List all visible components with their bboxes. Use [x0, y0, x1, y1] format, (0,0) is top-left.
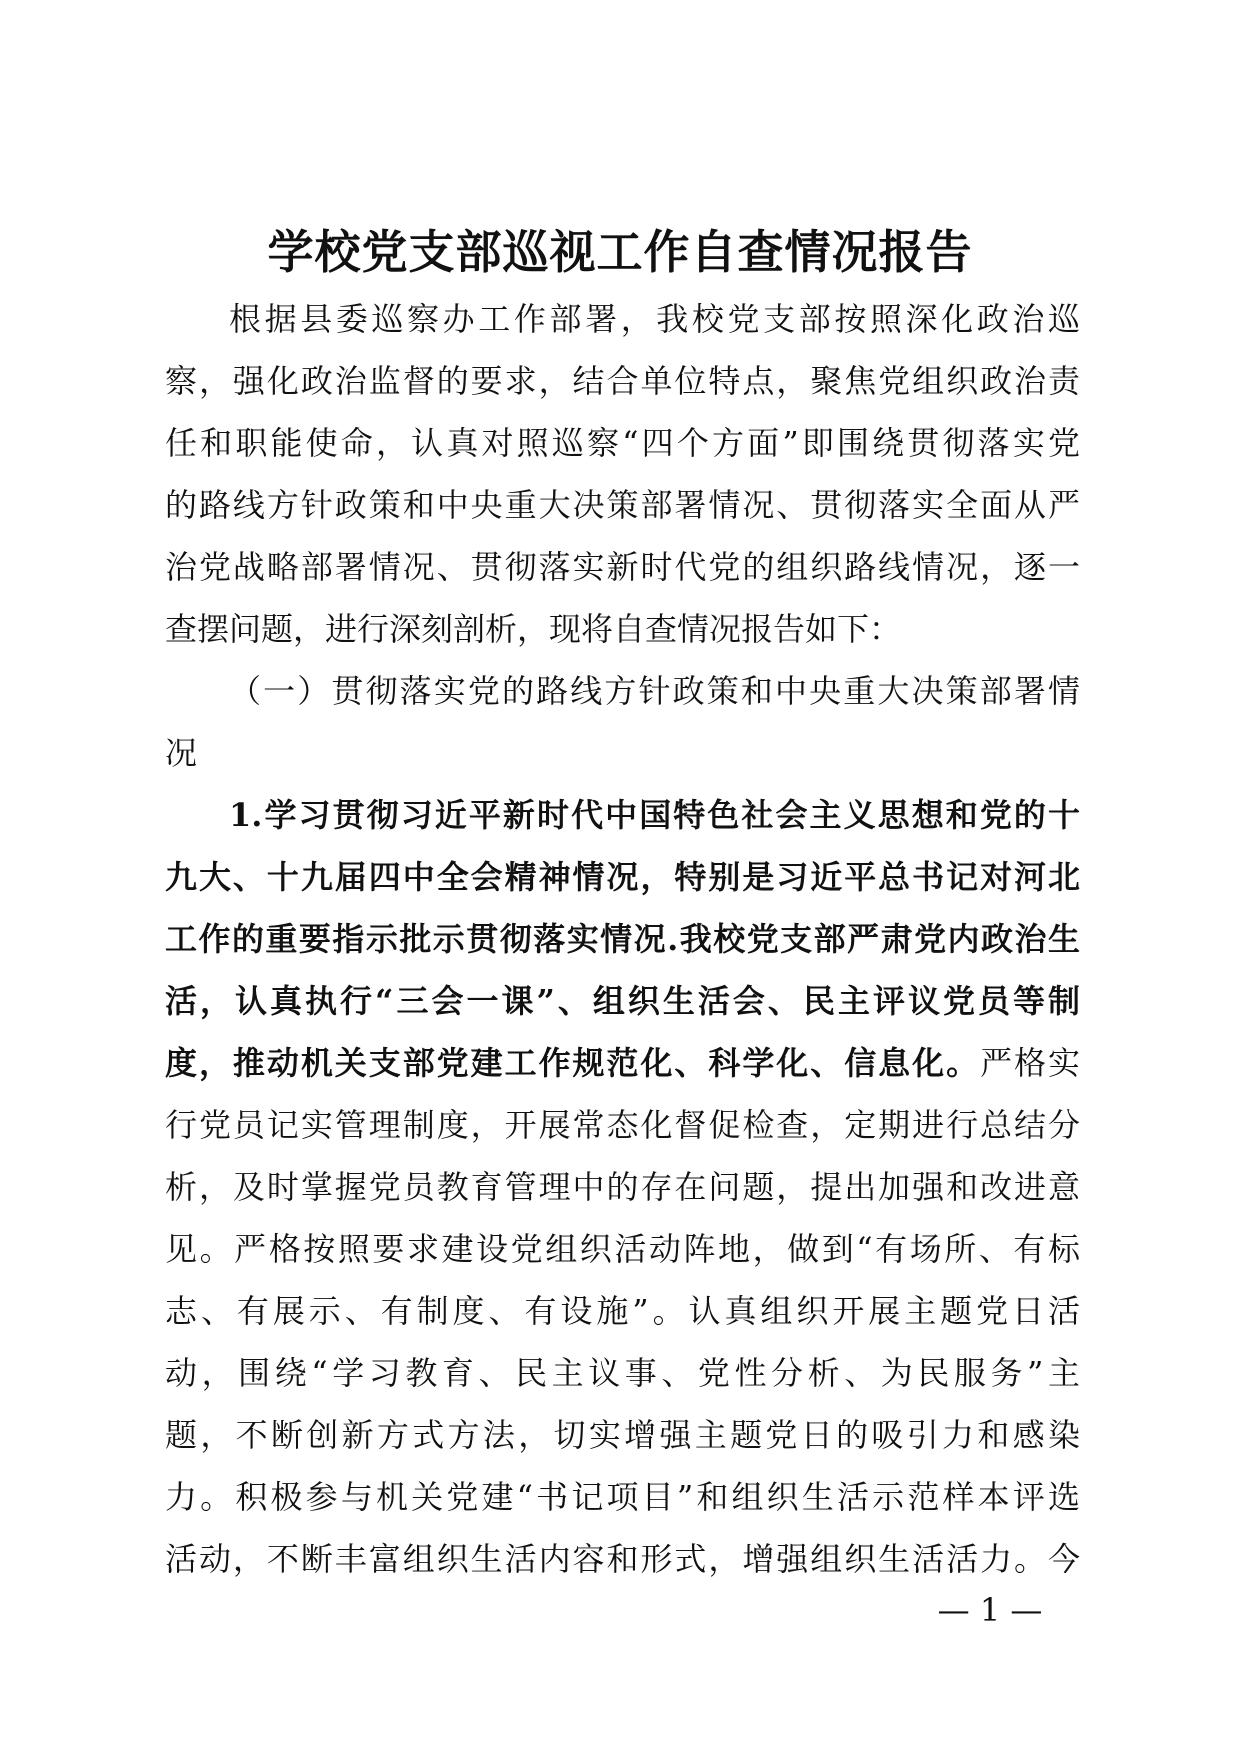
paragraph-line: 动，围绕“学习教育、民主议事、党性分析、为民服务”主	[165, 1354, 1080, 1392]
document-title: 学校党支部巡视工作自查情况报告	[267, 225, 973, 279]
paragraph-line: 察，强化政治监督的要求，结合单位特点，聚焦党组织政治责	[165, 362, 1080, 400]
bold-paragraph-line: 工作的重要指示批示贯彻落实情况.我校党支部严肃党内政治生	[165, 920, 1080, 958]
document-body	[165, 288, 1080, 1590]
section-heading-line: 况	[165, 734, 198, 772]
paragraph-line: 治党战略部署情况、贯彻落实新时代党的组织路线情况，逐一	[165, 548, 1080, 586]
normal-text-segment: 严格实	[980, 1044, 1080, 1082]
paragraph-line: 见。严格按照要求建设党组织活动阵地，做到“有场所、有标	[165, 1230, 1080, 1268]
paragraph-line: 的路线方针政策和中央重大决策部署情况、贯彻落实全面从严	[165, 486, 1080, 524]
bold-paragraph-line: 1.学习贯彻习近平新时代中国特色社会主义思想和党的十	[229, 796, 1080, 834]
paragraph-line: 志、有展示、有制度、有设施”。认真组织开展主题党日活	[165, 1292, 1080, 1330]
paragraph-line: 力。积极参与机关党建“书记项目”和组织生活示范样本评选	[165, 1478, 1080, 1516]
paragraph-line: 行党员记实管理制度，开展常态化督促检查，定期进行总结分	[165, 1106, 1080, 1144]
bold-text-segment: 度，推动机关支部党建工作规范化、科学化、信息化。	[165, 1044, 981, 1082]
paragraph-line: 根据县委巡察办工作部署，我校党支部按照深化政治巡	[229, 300, 1080, 338]
paragraph-line: 查摆问题，进行深刻剖析，现将自查情况报告如下：	[165, 610, 902, 648]
paragraph-line: 析，及时掌握党员教育管理中的存在问题，提出加强和改进意	[165, 1168, 1080, 1206]
bold-paragraph-line: 九大、十九届四中全会精神情况，特别是习近平总书记对河北	[165, 858, 1080, 896]
paragraph-line: 活动，不断丰富组织生活内容和形式，增强组织生活活力。今	[165, 1540, 1080, 1578]
page-number: — 1 —	[937, 1591, 1043, 1629]
paragraph-line: 题，不断创新方式方法，切实增强主题党日的吸引力和感染	[165, 1416, 1080, 1454]
paragraph-line: 任和职能使命，认真对照巡察“四个方面”即围绕贯彻落实党	[165, 424, 1080, 462]
bold-paragraph-line: 活，认真执行“三会一课”、组织生活会、民主评议党员等制	[165, 982, 1080, 1020]
section-heading-line: （一）贯彻落实党的路线方针政策和中央重大决策部署情	[229, 672, 1080, 710]
mixed-paragraph-line	[165, 1032, 1080, 1094]
